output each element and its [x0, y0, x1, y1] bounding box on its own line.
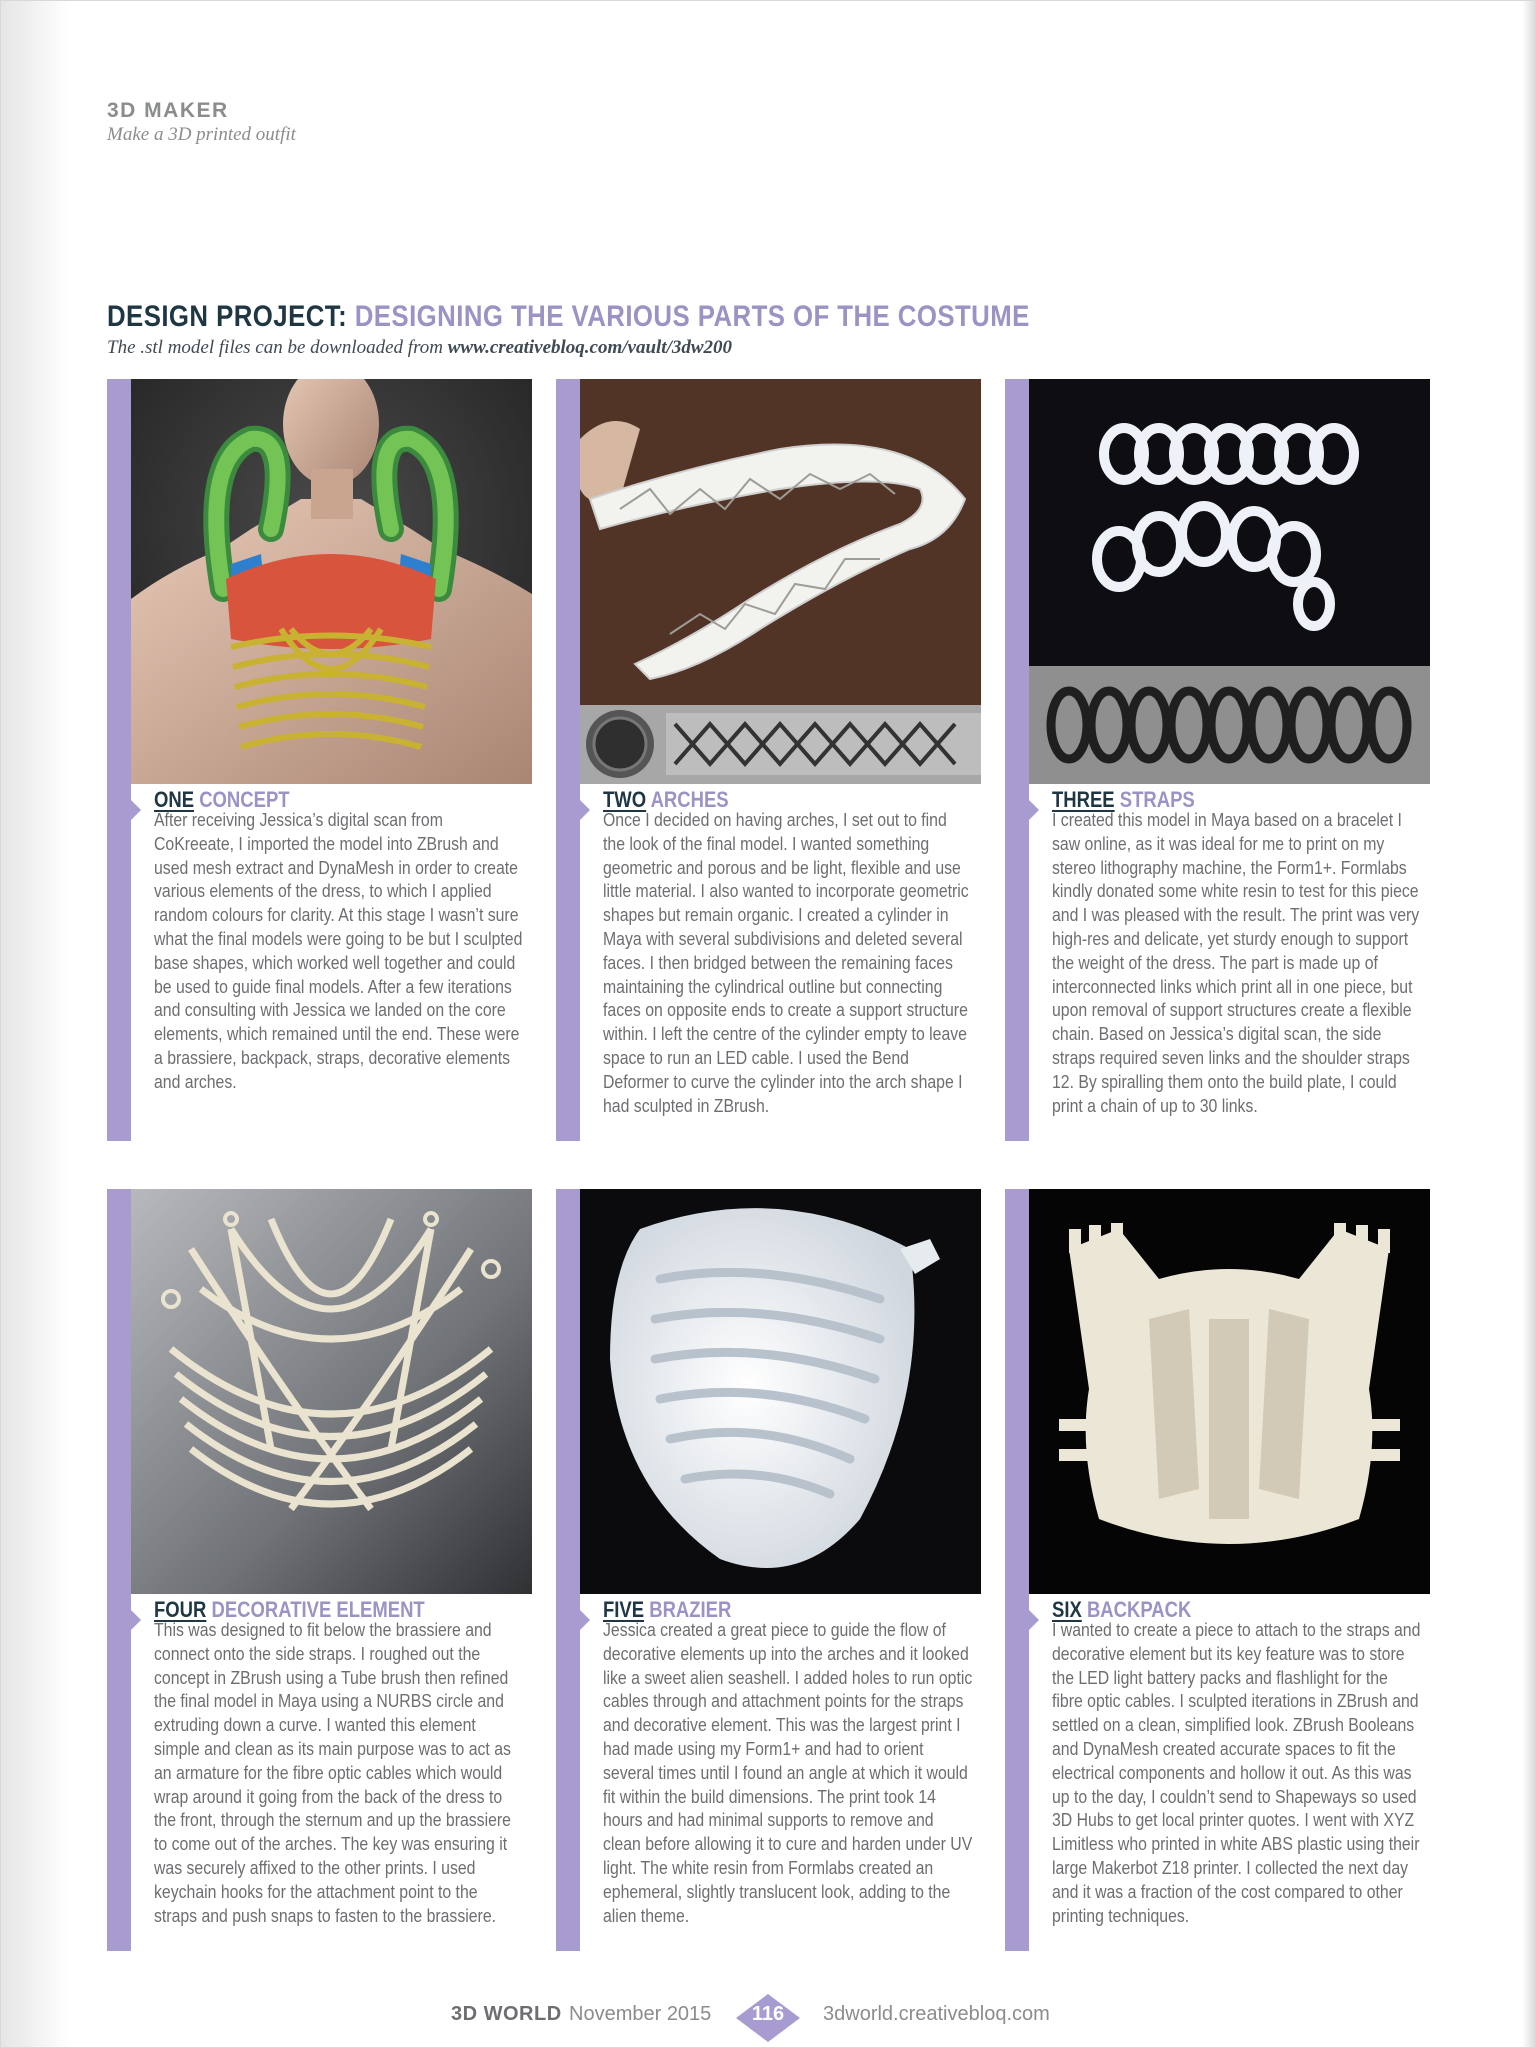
- project-heading-lead: DESIGN PROJECT:: [107, 300, 348, 333]
- section-label: 3D MAKER: [107, 99, 229, 122]
- step-number: ONE: [154, 787, 195, 812]
- download-text: The .stl model files can be downloaded from: [107, 337, 443, 358]
- step-accent-bar: [556, 379, 580, 1141]
- printed-chain-straps-photo-image: [1029, 379, 1430, 784]
- step-notch: [1029, 800, 1039, 820]
- step-notch: [131, 1610, 141, 1630]
- step-number: FOUR: [154, 1597, 207, 1622]
- page-edge: [1522, 0, 1536, 2048]
- magazine-name: 3D WORLD: [451, 2003, 562, 2025]
- issue-date: November 2015: [569, 2003, 712, 2025]
- step-body: Jessica created a great piece to guide the flow of decorative elements up into the arches and it looked like a sweet alien seashell. I added holes to run optic cables through and attachment points for the straps and decorative element. This was the largest print I had made using my Form1+ and had to orient several times until I found an angle at which it would fit within the build dimensions. The print took 14 hours and had minimal supports to remove and clean before allowing it to cure and harden under UV light. The white resin from Formlabs created an ephemeral, slightly translucent look, adding to the alien theme.: [603, 1619, 973, 1926]
- printed-ribcage-element-photo-image: [131, 1189, 532, 1594]
- step-notch: [131, 800, 141, 820]
- step-card-four: [107, 1189, 532, 1951]
- step-name: DECORATIVE ELEMENT: [211, 1597, 425, 1622]
- step-accent-bar: [1005, 379, 1029, 1141]
- step-accent-bar: [1005, 1189, 1029, 1951]
- step-name: ARCHES: [650, 787, 729, 812]
- step-accent-bar: [107, 1189, 131, 1951]
- step-body: I wanted to create a piece to attach to the straps and decorative element but its key feature was to store the LED light battery packs and flashlight for the fibre optic cables. I sculpted iterations in ZBrush and settled on a clean, simplified look. ZBrush Booleans and DynaMesh created accurate spaces to fit the electrical components and hollow it out. As this was up to the day, I couldn’t send to Shapeways so used 3D Hubs to get local printer quotes. I went with XYZ Limitless who printed in white ABS plastic using their large Makerbot Z18 printer. I collected the next day and it was a fraction of the cost compared to other printing techniques.: [1052, 1619, 1421, 1926]
- step-card-three: [1005, 379, 1430, 1141]
- page-footer: [0, 1994, 1536, 2042]
- step-card-one: [107, 379, 532, 1141]
- step-notch: [580, 800, 590, 820]
- step-body: After receiving Jessica’s digital scan from CoKreeate, I imported the model into ZBrush and used mesh extract and DynaMesh in order to create various elements of the dress, to which I applied random colours for clarity. At this stage I wasn’t sure what the final models were going to be but I sculpted base shapes, which worked well together and could be used to guide final models. After a few iterations and consulting with Jessica we landed on the core elements, which remained until the end. These were a brassiere, backpack, straps, decorative elements and arches.: [154, 809, 523, 1092]
- step-body: This was designed to fit below the brassiere and connect onto the side straps. I roughed out the concept in ZBrush using a Tube brush then refined the final model in Maya using a NURBS circle and extruding down a curve. I wanted this element simple and clean as its main purpose was to act as an armature for the fibre optic cables which would wrap around it going from the back of the dress to the front, through the sternum and up the brassiere to come out of the arches. The key was ensuring it was securely affixed to the other prints. I used keychain hooks for the attachment point to the straps and push snaps to fasten to the brassiere.: [154, 1619, 511, 1926]
- step-accent-bar: [556, 1189, 580, 1951]
- page-gutter-shadow: [0, 0, 70, 2048]
- page-number: 116: [751, 2003, 785, 2025]
- step-accent-bar: [107, 379, 131, 1141]
- section-subtitle: Make a 3D printed outfit: [107, 124, 296, 145]
- step-notch: [1029, 1610, 1039, 1630]
- project-heading: [107, 300, 1030, 334]
- step-card-five: [556, 1189, 981, 1951]
- step-number: FIVE: [603, 1597, 645, 1622]
- step-notch: [580, 1610, 590, 1630]
- step-number: SIX: [1052, 1597, 1082, 1622]
- project-heading-rest: DESIGNING THE VARIOUS PARTS OF THE COSTUME: [354, 300, 1030, 333]
- step-card-six: [1005, 1189, 1430, 1951]
- step-name: BRAZIER: [649, 1597, 732, 1622]
- download-link[interactable]: www.creativebloq.com/vault/3dw200: [447, 337, 733, 358]
- step-number: THREE: [1052, 787, 1115, 812]
- zbrush-concept-render-image: [131, 379, 532, 784]
- step-name: CONCEPT: [199, 787, 290, 812]
- step-number: TWO: [603, 787, 647, 812]
- step-body: Once I decided on having arches, I set out to find the look of the final model. I wanted something geometric and porous and be light, flexible and use little material. I also wanted to incorporate geometric shapes but remain organic. I created a cylinder in Maya with several subdivisions and deleted several faces. I then bridged between the remaining faces maintaining the cylindrical outline but connecting faces on opposite ends to create a support structure within. I left the centre of the cylinder empty to leave space to run an LED cable. I used the Bend Deformer to curve the cylinder into the arch shape I had sculpted in ZBrush.: [603, 809, 969, 1116]
- download-note: [107, 337, 732, 359]
- printed-arch-photo-image: [580, 379, 981, 784]
- step-name: BACKPACK: [1086, 1597, 1192, 1622]
- step-body: I created this model in Maya based on a bracelet I saw online, as it was ideal for me to print on my stereo lithography machine, the Form1+. Formlabs kindly donated some white resin to test for this piece and I was pleased with the result. The print was very high-res and delicate, yet sturdy enough to support the weight of the dress. The part is made up of interconnected links which print all in one piece, but upon removal of support structures create a flexible chain. Based on Jessica’s digital scan, the side straps required seven links and the shoulder straps 12. By spiralling them onto the build plate, I could print a chain of up to 30 links.: [1052, 809, 1420, 1116]
- printed-seashell-brazier-photo-image: [580, 1189, 981, 1594]
- step-card-two: [556, 379, 981, 1141]
- step-name: STRAPS: [1119, 787, 1195, 812]
- website-link[interactable]: 3dworld.creativebloq.com: [823, 2003, 1050, 2025]
- printed-backpack-photo-image: [1029, 1189, 1430, 1594]
